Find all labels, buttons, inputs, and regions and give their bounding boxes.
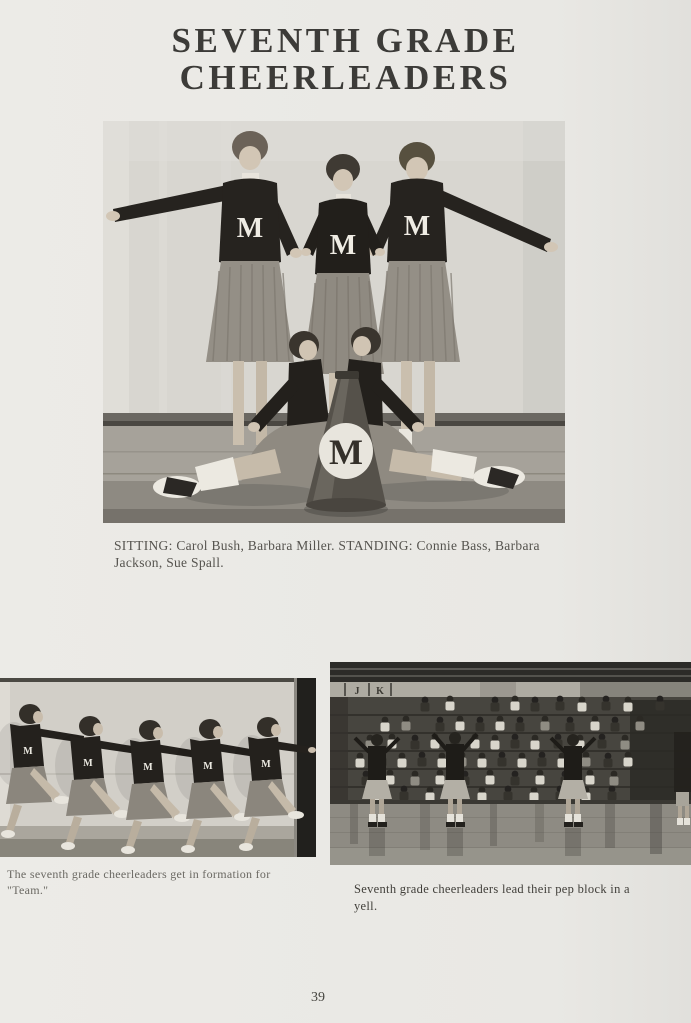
page-title xyxy=(0,22,691,96)
megaphone-letter: M xyxy=(329,432,363,472)
main-photo-squad-portrait xyxy=(103,121,565,523)
wall-letter-j: J xyxy=(354,686,360,697)
sweater-letter: M xyxy=(236,213,264,244)
sweater-letter: M xyxy=(203,761,213,772)
main-photo-image xyxy=(103,121,565,523)
page-number: 39 xyxy=(311,990,325,1005)
sweater-letter: M xyxy=(143,762,153,773)
right-photo-caption: Seventh grade cheerleaders lead their pep block in a yell. xyxy=(354,882,630,913)
sweater-letter: M xyxy=(83,758,93,769)
sweater-letter: M xyxy=(261,759,271,770)
title-line-2: CHEERLEADERS xyxy=(179,58,512,97)
right-photo-pep-block xyxy=(330,662,691,865)
title-line-1: SEVENTH GRADE xyxy=(171,21,520,60)
main-photo-caption: SITTING: Carol Bush, Barbara Miller. STANDING: Connie Bass, Barbara Jackson, Sue Spall. xyxy=(114,538,540,570)
left-photo-formation xyxy=(0,678,316,857)
left-photo-caption: The seventh grade cheerleaders get in formation for "Team." xyxy=(7,867,271,897)
wall-letter-k: K xyxy=(376,686,384,697)
left-photo-image xyxy=(0,678,316,857)
sweater-letter: M xyxy=(403,211,431,242)
sweater-letter: M xyxy=(23,746,33,757)
right-photo-image xyxy=(330,662,691,865)
sweater-letter: M xyxy=(329,230,357,261)
